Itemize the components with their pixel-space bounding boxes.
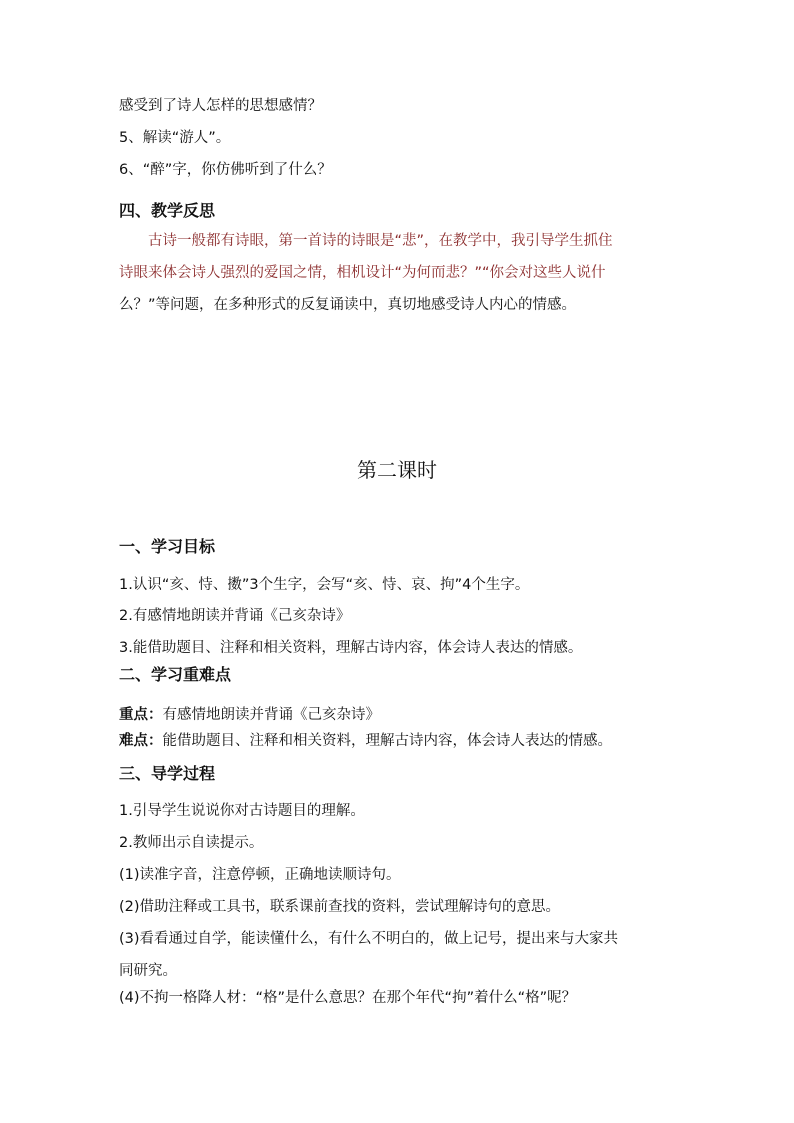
reflection-para-line: 么？”等问题，在多种形式的反复诵读中，真切地感受诗人内心的情感。 — [119, 297, 577, 313]
process-item: 1.引导学生说说你对古诗题目的理解。 — [119, 803, 365, 819]
process-item: (4)不拘一格降人材：“格”是什么意思？在那个年代“拘”着什么“格”呢？ — [119, 990, 577, 1006]
focus-text: 有感情地朗读并背诵《己亥杂诗》 — [162, 707, 380, 723]
process-heading: 三、导学过程 — [119, 764, 216, 783]
process-item: (2)借助注释或工具书，联系课前查找的资料，尝试理解诗句的意思。 — [119, 899, 561, 915]
process-item: 2.教师出示自读提示。 — [119, 835, 264, 851]
question-5: 5、解读“游人”。 — [119, 130, 231, 146]
process-item: (1)读准字音，注意停顿，正确地读顺诗句。 — [119, 867, 401, 883]
focus-label: 重点： — [119, 707, 163, 723]
goal-item: 2.有感情地朗读并背诵《己亥杂诗》 — [119, 608, 351, 624]
process-item: 同研究。 — [119, 963, 177, 979]
process-item: (3)看看通过自学，能读懂什么，有什么不明白的，做上记号，提出来与大家共 — [119, 931, 619, 947]
goal-item: 1.认识“亥、恃、擞”3个生字，会写“亥、恃、哀、拘”4个生字。 — [119, 577, 530, 593]
reflection-para-line: 古诗一般都有诗眼，第一首诗的诗眼是“悲”，在教学中，我引导学生抓住 — [148, 233, 613, 249]
question-continuation: 感受到了诗人怎样的思想感情？ — [119, 98, 322, 114]
reflection-heading: 四、教学反思 — [119, 201, 216, 220]
goals-heading: 一、学习目标 — [119, 537, 216, 556]
reflection-para-line: 诗眼来体会诗人强烈的爱国之情，相机设计“为何而悲？”“你会对这些人说什 — [119, 265, 606, 281]
key-points-heading: 二、学习重难点 — [119, 665, 232, 684]
difficulty-label: 难点： — [119, 733, 163, 749]
difficulty-text: 能借助题目、注释和相关资料，理解古诗内容，体会诗人表达的情感。 — [162, 733, 612, 749]
difficulty-line — [119, 731, 612, 751]
question-6: 6、“醉”字，你仿佛听到了什么？ — [119, 162, 332, 178]
goal-item: 3.能借助题目、注释和相关资料，理解古诗内容，体会诗人表达的情感。 — [119, 640, 583, 656]
focus-line — [119, 705, 380, 725]
lesson-title: 第二课时 — [357, 458, 437, 482]
